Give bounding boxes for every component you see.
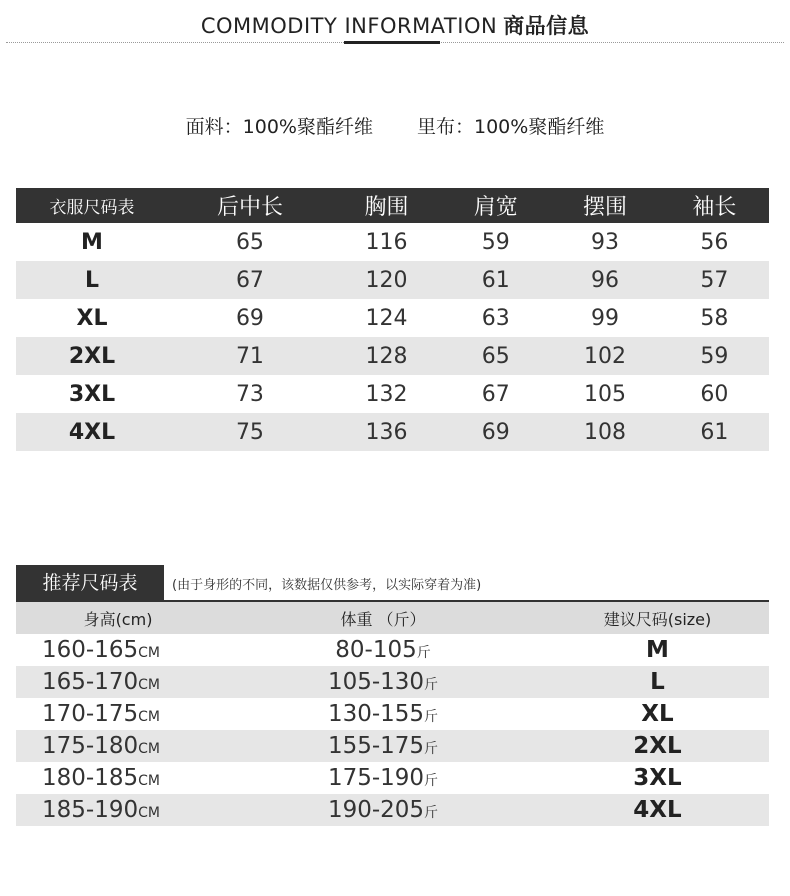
table-cell: 65	[235, 229, 264, 255]
table-row	[16, 666, 769, 698]
table-cell: 61	[660, 413, 769, 451]
weight-unit: 斤	[416, 645, 431, 661]
table-row	[16, 634, 769, 666]
table-cell: 56	[700, 229, 729, 255]
table-cell: 67	[168, 261, 332, 299]
height-unit: CM	[138, 741, 160, 757]
recommend-note: (由于身形的不同，该数据仅供参考，以实际穿着为准)	[172, 578, 482, 593]
size-cell: 3XL	[68, 381, 116, 407]
page-title-en: COMMODITY INFORMATION	[200, 14, 498, 38]
title-underline	[344, 41, 440, 44]
table-cell: 116	[365, 229, 408, 255]
size-header-cell: 衣服尺码表	[16, 188, 168, 223]
table-cell: 59	[481, 229, 510, 255]
table-row	[16, 299, 769, 337]
recommended-size-cell: 4XL	[546, 794, 769, 826]
height-value: 180-185	[42, 765, 139, 791]
height-cell	[16, 730, 220, 762]
weight-value: 80-105	[335, 637, 417, 663]
size-header-cell: 袖长	[660, 188, 769, 223]
table-cell: 108	[550, 413, 659, 451]
table-cell: 67	[481, 381, 510, 407]
table-cell: 58	[700, 305, 729, 331]
recommended-size-cell: 2XL	[546, 730, 769, 762]
height-unit: CM	[138, 805, 160, 821]
table-cell: 61	[441, 261, 550, 299]
table-cell: 96	[550, 261, 659, 299]
weight-value: 155-175	[327, 733, 425, 759]
height-unit: CM	[138, 645, 160, 661]
weight-unit: 斤	[424, 677, 439, 693]
table-cell: 136	[332, 413, 441, 451]
table-row	[16, 413, 769, 451]
table-cell: 99	[591, 305, 620, 331]
table-cell: 93	[591, 229, 620, 255]
weight-cell	[220, 634, 546, 666]
recommended-size-cell: XL	[641, 701, 674, 727]
size-cell: L	[16, 261, 168, 299]
recommend-header	[16, 602, 769, 634]
recommended-size-cell: 3XL	[633, 765, 682, 791]
recommend-header-cell: 建议尺码(size)	[546, 602, 769, 634]
table-cell: 120	[332, 261, 441, 299]
table-row	[16, 762, 769, 794]
garment-size-table	[16, 188, 769, 451]
size-header-cell: 摆围	[550, 188, 659, 223]
weight-value: 190-205	[327, 797, 425, 823]
height-unit: CM	[138, 677, 160, 693]
height-cell	[16, 762, 220, 794]
table-cell: 60	[700, 381, 729, 407]
height-unit: CM	[138, 773, 160, 789]
table-cell: 128	[332, 337, 441, 375]
table-cell: 57	[660, 261, 769, 299]
table-row	[16, 223, 769, 261]
weight-cell	[220, 762, 546, 794]
weight-unit: 斤	[424, 773, 439, 789]
height-cell	[16, 794, 220, 826]
size-table-header	[16, 188, 769, 223]
size-cell: XL	[76, 305, 108, 331]
weight-value: 175-190	[327, 765, 425, 791]
fabric-lining: 里布：100%聚酯纤维	[417, 116, 605, 138]
height-value: 185-190	[42, 797, 139, 823]
table-cell: 105	[584, 381, 627, 407]
height-value: 160-165	[42, 637, 139, 663]
table-cell: 63	[481, 305, 510, 331]
fabric-outer: 面料：100%聚酯纤维	[185, 116, 373, 138]
table-cell: 71	[168, 337, 332, 375]
weight-cell	[220, 794, 546, 826]
weight-cell	[220, 666, 546, 698]
recommended-size-cell: M	[646, 637, 669, 663]
table-cell: 102	[550, 337, 659, 375]
weight-unit: 斤	[424, 709, 439, 725]
table-row	[16, 375, 769, 413]
weight-value: 105-130	[327, 669, 425, 695]
weight-cell	[220, 698, 546, 730]
recommend-size-table	[16, 602, 769, 826]
recommend-header-cell: 体重 （斤）	[220, 602, 546, 634]
height-unit: CM	[138, 709, 160, 725]
table-cell: 73	[235, 381, 264, 407]
table-cell: 65	[441, 337, 550, 375]
size-header-cell: 后中长	[168, 188, 332, 223]
table-cell: 69	[235, 305, 264, 331]
table-row	[16, 261, 769, 299]
recommend-header-cell: 身高(cm)	[16, 602, 220, 634]
page-title-cn: 商品信息	[503, 14, 590, 38]
table-row	[16, 794, 769, 826]
table-cell: 59	[660, 337, 769, 375]
weight-unit: 斤	[424, 741, 439, 757]
height-cell	[16, 698, 220, 730]
weight-cell	[220, 730, 546, 762]
height-value: 175-180	[42, 733, 139, 759]
table-cell: 75	[168, 413, 332, 451]
table-cell: 69	[441, 413, 550, 451]
recommend-title: 推荐尺码表	[16, 565, 164, 601]
table-row	[16, 730, 769, 762]
height-value: 165-170	[42, 669, 139, 695]
size-header-cell: 胸围	[332, 188, 441, 223]
size-header-cell: 肩宽	[441, 188, 550, 223]
height-cell	[16, 634, 220, 666]
weight-unit: 斤	[424, 805, 439, 821]
weight-value: 130-155	[327, 701, 425, 727]
size-cell: M	[81, 229, 103, 255]
size-cell: 2XL	[16, 337, 168, 375]
table-cell: 124	[365, 305, 408, 331]
table-row	[16, 337, 769, 375]
fabric-info	[0, 112, 790, 139]
table-row	[16, 698, 769, 730]
page-title	[0, 10, 790, 40]
table-cell: 132	[365, 381, 408, 407]
height-cell	[16, 666, 220, 698]
height-value: 170-175	[42, 701, 139, 727]
recommended-size-cell: L	[546, 666, 769, 698]
size-cell: 4XL	[16, 413, 168, 451]
